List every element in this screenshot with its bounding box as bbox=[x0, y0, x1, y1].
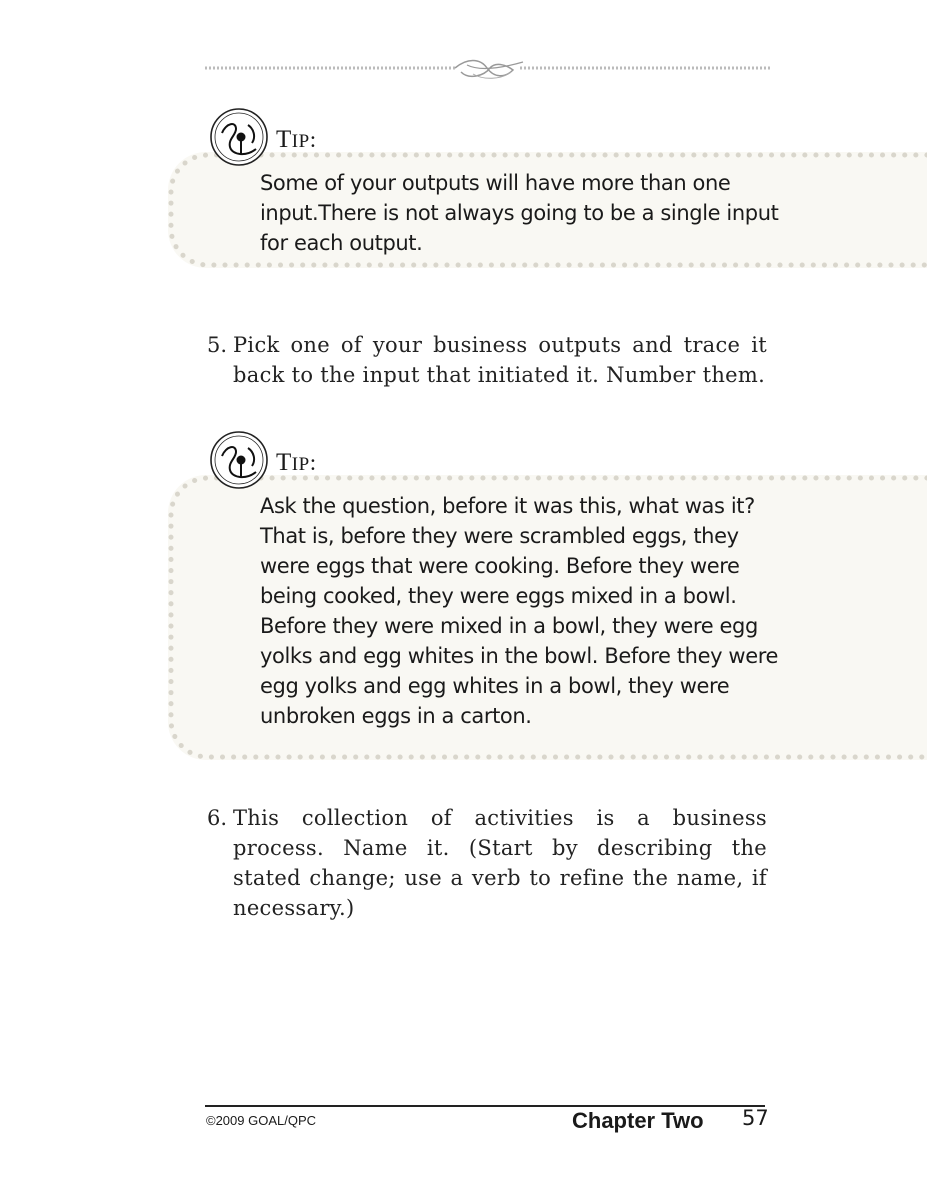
page-number: 57 bbox=[742, 1106, 769, 1130]
tip-label: TIP: bbox=[276, 126, 317, 153]
footer-rule bbox=[205, 1105, 765, 1107]
tip-text: Ask the question, before it was this, what was it? That is, before they were scrambled eggs, they were eggs that were cooking. Before they were being cooked, they were eggs mixed in a bowl. Before they were mixed in a bowl, they were egg yolks and egg whites in the bowl. Before they were egg yolks and egg whites in a bowl, they were unbroken eggs in a carton. bbox=[260, 494, 779, 728]
footer-chapter-title: Chapter Two bbox=[572, 1108, 704, 1133]
tip-lightbulb-icon bbox=[208, 105, 272, 169]
step-text: This collection of activities is a business process. Name it. (Start by describing the stated change; use a verb to refine the name, if necessary.) bbox=[233, 806, 767, 920]
tip-box bbox=[168, 475, 927, 760]
tip-text: Some of your outputs will have more than one input.There is not always going to be a single input for each output. bbox=[260, 171, 779, 255]
tip-label: TIP: bbox=[276, 449, 317, 476]
step-item bbox=[207, 803, 767, 923]
tip-box bbox=[168, 152, 927, 268]
flourish-divider-icon bbox=[205, 56, 770, 86]
footer-copyright: ©2009 GOAL/QPC bbox=[206, 1113, 317, 1128]
step-item bbox=[207, 330, 767, 390]
step-number: 5. bbox=[207, 333, 228, 357]
step-text: Pick one of your business outputs and trace it back to the input that initiated it. Number them. bbox=[233, 333, 767, 387]
step-number: 6. bbox=[207, 806, 228, 830]
tip-lightbulb-icon bbox=[208, 428, 272, 492]
